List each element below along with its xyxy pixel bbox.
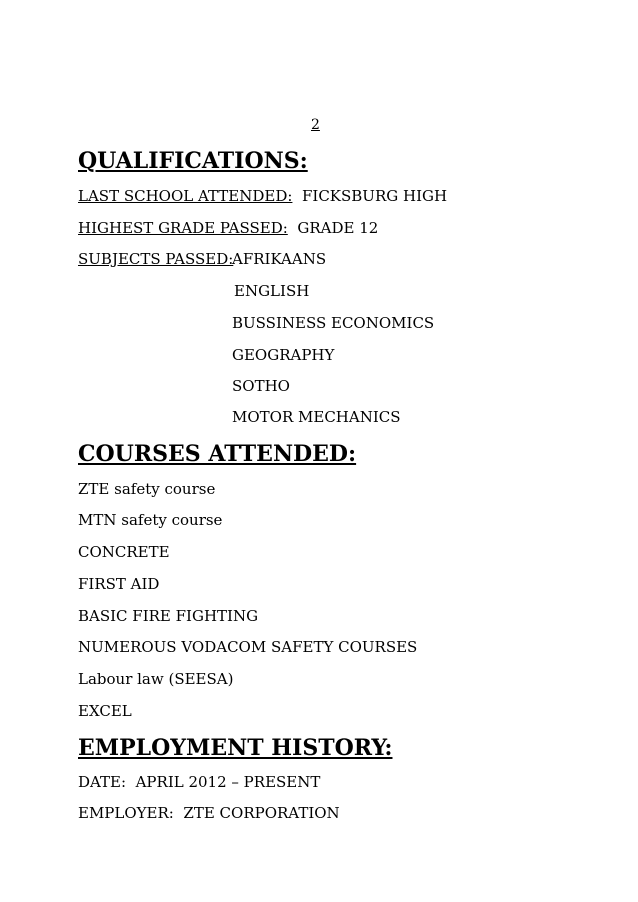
highest-grade-row <box>78 219 378 237</box>
course-item: BASIC FIRE FIGHTING <box>78 607 259 625</box>
course-item: MTN safety course <box>78 511 223 529</box>
last-school-value: FICKSBURG HIGH <box>301 187 448 205</box>
course-item: ZTE safety course <box>78 480 216 498</box>
last-school-label: LAST SCHOOL ATTENDED: <box>78 187 293 205</box>
employer-label: EMPLOYER: <box>78 804 174 822</box>
employer-row <box>78 804 340 822</box>
course-item: EXCEL <box>78 702 132 720</box>
subject-item: BUSSINESS ECONOMICS <box>232 314 435 332</box>
subject-item: SOTHO <box>232 377 290 395</box>
page-number: 2 <box>311 117 320 133</box>
employment-date-value: APRIL 2012 – PRESENT <box>135 773 321 791</box>
last-school-row <box>78 187 447 205</box>
highest-grade-label: HIGHEST GRADE PASSED: <box>78 219 288 237</box>
courses-heading: COURSES ATTENDED: <box>78 441 357 467</box>
employment-heading: EMPLOYMENT HISTORY: <box>78 735 393 761</box>
course-item: NUMEROUS VODACOM SAFETY COURSES <box>78 638 418 656</box>
course-item: CONCRETE <box>78 543 170 561</box>
subject-item: ENGLISH <box>234 282 310 300</box>
subjects-label <box>78 250 233 268</box>
subject-item: AFRIKAANS <box>232 250 327 268</box>
course-item: Labour law (SEESA) <box>78 670 234 688</box>
subject-item: MOTOR MECHANICS <box>232 408 401 426</box>
employment-date-label: DATE: <box>78 773 127 791</box>
employment-date-row <box>78 773 320 791</box>
course-item: FIRST AID <box>78 575 160 593</box>
highest-grade-value: GRADE 12 <box>297 219 379 237</box>
subject-item: GEOGRAPHY <box>232 346 335 364</box>
qualifications-heading: QUALIFICATIONS: <box>78 148 308 174</box>
employer-value: ZTE CORPORATION <box>183 804 340 822</box>
subjects-label-text: SUBJECTS PASSED: <box>78 250 234 268</box>
